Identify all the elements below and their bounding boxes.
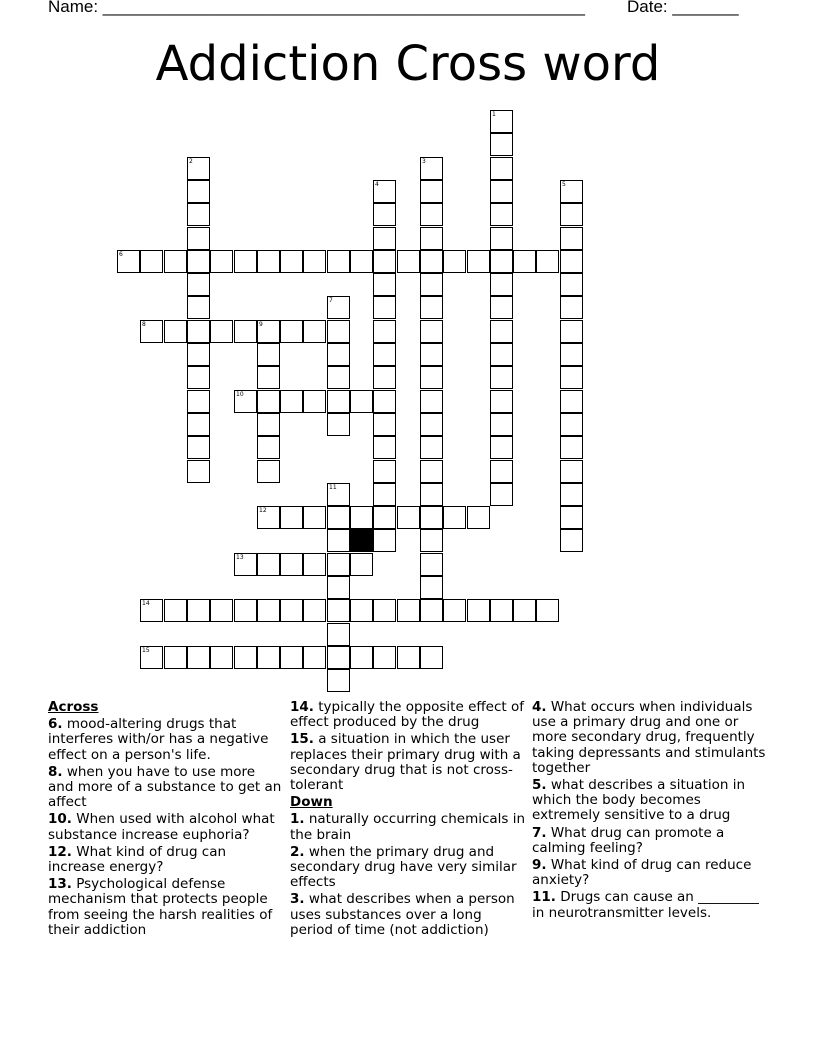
grid-cell[interactable]	[164, 320, 187, 343]
clue-number-label: 9.	[532, 857, 547, 874]
clue-item	[48, 877, 284, 938]
grid-cell[interactable]	[420, 553, 443, 576]
grid-cell[interactable]	[210, 320, 233, 343]
grid-cell[interactable]	[490, 110, 513, 133]
grid-cell[interactable]	[373, 366, 396, 389]
clue-item	[290, 845, 526, 891]
grid-cell[interactable]	[327, 529, 350, 552]
grid-cell[interactable]	[280, 599, 303, 622]
clue-column-2	[290, 700, 526, 940]
clue-heading-down: Down	[290, 794, 333, 811]
grid-cell[interactable]	[303, 320, 326, 343]
grid-cell[interactable]	[187, 413, 210, 436]
clue-heading-across: Across	[48, 699, 99, 715]
grid-cell[interactable]	[420, 529, 443, 552]
clue-column-3	[532, 700, 772, 923]
grid-cell[interactable]	[373, 483, 396, 506]
grid-cell[interactable]	[257, 599, 280, 622]
grid-cell[interactable]	[560, 366, 583, 389]
grid-cell[interactable]	[257, 343, 280, 366]
grid-cell[interactable]	[373, 599, 396, 622]
grid-cell[interactable]	[490, 180, 513, 203]
grid-cell[interactable]	[560, 203, 583, 226]
grid-cell[interactable]	[560, 529, 583, 552]
grid-cell[interactable]	[560, 436, 583, 459]
grid-cell[interactable]	[490, 273, 513, 296]
grid-cell[interactable]	[536, 250, 559, 273]
clue-number: 6	[119, 251, 123, 258]
grid-cell[interactable]	[373, 436, 396, 459]
grid-cell[interactable]	[373, 296, 396, 319]
grid-cell[interactable]	[280, 390, 303, 413]
grid-cell[interactable]	[560, 180, 583, 203]
clue-number-label: 6.	[48, 716, 63, 733]
grid-cell[interactable]	[420, 576, 443, 599]
grid-cell[interactable]	[327, 599, 350, 622]
date-label: Date: _______	[627, 0, 739, 16]
grid-cell[interactable]	[280, 250, 303, 273]
grid-cell[interactable]	[373, 390, 396, 413]
grid-cell[interactable]	[373, 203, 396, 226]
grid-cell[interactable]	[187, 273, 210, 296]
grid-cell[interactable]	[164, 599, 187, 622]
clue-text: when you have to use more and more of a substance to get an affect	[48, 763, 282, 811]
grid-cell[interactable]	[140, 250, 163, 273]
grid-cell[interactable]	[420, 250, 443, 273]
grid-cell[interactable]	[373, 460, 396, 483]
grid-cell[interactable]	[560, 320, 583, 343]
grid-cell[interactable]	[443, 506, 466, 529]
grid-cell[interactable]	[373, 343, 396, 366]
clue-text: mood-altering drugs that interferes with/or has a negative effect on a person's life.	[48, 716, 269, 763]
clue-item	[290, 812, 526, 842]
grid-cell[interactable]	[303, 646, 326, 669]
grid-cell[interactable]	[187, 203, 210, 226]
clue-number-label: 14.	[290, 699, 314, 715]
grid-cell[interactable]	[560, 483, 583, 506]
clue-number-label: 8.	[48, 763, 63, 780]
grid-cell[interactable]	[350, 553, 373, 576]
grid-cell[interactable]	[234, 646, 257, 669]
grid-cell[interactable]	[420, 390, 443, 413]
grid-cell[interactable]	[560, 227, 583, 250]
grid-cell[interactable]	[490, 227, 513, 250]
clue-number: 14	[142, 600, 150, 607]
clue-item	[532, 826, 772, 856]
grid-cell[interactable]	[257, 413, 280, 436]
clue-number: 2	[189, 158, 193, 165]
grid-cell[interactable]	[420, 157, 443, 180]
grid-cell[interactable]	[327, 296, 350, 319]
grid-cell[interactable]	[490, 460, 513, 483]
grid-cell[interactable]	[327, 646, 350, 669]
clue-number-label: 4.	[532, 699, 547, 715]
grid-cell[interactable]	[280, 320, 303, 343]
clue-text: What kind of drug can increase energy?	[48, 843, 227, 876]
clue-number: 7	[329, 297, 333, 304]
clue-text: Psychological defense mechanism that protects people from seeing the harsh realities of their addiction	[48, 876, 273, 938]
grid-cell[interactable]	[420, 436, 443, 459]
clue-column-1	[48, 700, 284, 940]
grid-cell[interactable]	[303, 599, 326, 622]
grid-cell[interactable]	[327, 413, 350, 436]
grid-cell[interactable]	[373, 180, 396, 203]
grid-cell[interactable]	[234, 250, 257, 273]
grid-cell[interactable]	[560, 390, 583, 413]
grid-cell[interactable]	[443, 250, 466, 273]
clue-number: 10	[236, 391, 244, 398]
grid-cell[interactable]	[327, 623, 350, 646]
grid-cell[interactable]	[187, 227, 210, 250]
grid-cell[interactable]	[327, 390, 350, 413]
grid-cell[interactable]	[187, 157, 210, 180]
clue-number: 5	[562, 181, 566, 188]
grid-cell[interactable]	[490, 203, 513, 226]
black-cell	[350, 529, 373, 552]
grid-cell[interactable]	[397, 250, 420, 273]
grid-cell[interactable]	[210, 646, 233, 669]
grid-cell[interactable]	[257, 553, 280, 576]
grid-cell[interactable]	[303, 250, 326, 273]
grid-cell[interactable]	[303, 506, 326, 529]
grid-cell[interactable]	[420, 646, 443, 669]
page-title: Addiction Cross word	[155, 36, 661, 92]
clue-text: When used with alcohol what substance increase euphoria?	[48, 811, 275, 843]
grid-cell[interactable]	[140, 599, 163, 622]
clue-number: 11	[329, 484, 337, 491]
grid-cell[interactable]	[280, 506, 303, 529]
clue-text: What kind of drug can reduce anxiety?	[532, 857, 752, 889]
grid-cell[interactable]	[373, 529, 396, 552]
grid-cell[interactable]	[490, 390, 513, 413]
grid-cell[interactable]	[280, 553, 303, 576]
clue-number-label: 3.	[290, 891, 305, 908]
grid-cell[interactable]	[490, 157, 513, 180]
grid-cell[interactable]	[490, 296, 513, 319]
clue-item	[290, 700, 526, 730]
grid-cell[interactable]	[373, 413, 396, 436]
grid-cell[interactable]	[420, 273, 443, 296]
clue-number: 12	[259, 507, 267, 514]
grid-cell[interactable]	[373, 250, 396, 273]
grid-cell[interactable]	[234, 599, 257, 622]
clue-number-label: 10.	[48, 811, 72, 828]
grid-cell[interactable]	[303, 390, 326, 413]
name-label: Name: ___________________________________________________	[48, 0, 585, 16]
grid-cell[interactable]	[350, 506, 373, 529]
grid-cell[interactable]	[397, 506, 420, 529]
grid-cell[interactable]	[420, 506, 443, 529]
clue-number-label: 15.	[290, 731, 314, 748]
grid-cell[interactable]	[560, 506, 583, 529]
grid-cell[interactable]	[187, 320, 210, 343]
clue-number: 15	[142, 647, 150, 654]
grid-cell[interactable]	[490, 250, 513, 273]
grid-cell[interactable]	[303, 553, 326, 576]
grid-cell[interactable]	[397, 646, 420, 669]
grid-cell[interactable]	[117, 250, 140, 273]
grid-cell[interactable]	[467, 250, 490, 273]
grid-cell[interactable]	[350, 250, 373, 273]
grid-cell[interactable]	[257, 366, 280, 389]
grid-cell[interactable]	[490, 343, 513, 366]
grid-cell[interactable]	[257, 436, 280, 459]
grid-cell[interactable]	[234, 553, 257, 576]
clue-item	[532, 890, 772, 920]
grid-cell[interactable]	[490, 599, 513, 622]
clue-item	[532, 700, 772, 776]
clue-text: a situation in which the user replaces their primary drug with a secondary drug that is not cross-tolerant	[290, 731, 521, 794]
grid-cell[interactable]	[490, 436, 513, 459]
grid-cell[interactable]	[420, 343, 443, 366]
grid-cell[interactable]	[490, 133, 513, 156]
grid-cell[interactable]	[560, 413, 583, 436]
clue-number: 1	[492, 111, 496, 118]
grid-cell[interactable]	[420, 366, 443, 389]
clue-item	[48, 845, 284, 875]
grid-cell[interactable]	[327, 506, 350, 529]
clue-number: 3	[422, 158, 426, 165]
grid-cell[interactable]	[257, 320, 280, 343]
grid-cell[interactable]	[513, 250, 536, 273]
grid-cell[interactable]	[560, 273, 583, 296]
clue-number-label: 2.	[290, 843, 305, 860]
clue-text: What drug can promote a calming feeling?	[532, 824, 725, 856]
clue-number-label: 11.	[532, 889, 556, 906]
grid-cell[interactable]	[187, 390, 210, 413]
grid-cell[interactable]	[397, 599, 420, 622]
grid-cell[interactable]	[187, 250, 210, 273]
grid-cell[interactable]	[490, 413, 513, 436]
grid-cell[interactable]	[210, 599, 233, 622]
clue-item	[290, 892, 526, 938]
grid-cell[interactable]	[164, 250, 187, 273]
grid-cell[interactable]	[420, 180, 443, 203]
grid-cell[interactable]	[560, 343, 583, 366]
grid-cell[interactable]	[187, 436, 210, 459]
clue-number-label: 12.	[48, 843, 72, 860]
grid-cell[interactable]	[187, 366, 210, 389]
clue-text: Drugs can cause an _________ in neurotransmitter levels.	[532, 889, 759, 921]
grid-cell[interactable]	[420, 460, 443, 483]
clue-number: 4	[375, 181, 379, 188]
grid-cell[interactable]	[443, 599, 466, 622]
grid-cell[interactable]	[327, 343, 350, 366]
grid-cell[interactable]	[373, 506, 396, 529]
clue-item	[48, 717, 284, 763]
clue-text: What occurs when individuals use a primary drug and one or more secondary drug, frequently taking depressants and stimulants together	[532, 699, 766, 776]
grid-cell[interactable]	[187, 646, 210, 669]
grid-cell[interactable]	[420, 483, 443, 506]
clue-text: when the primary drug and secondary drug have very similar effects	[290, 843, 517, 891]
grid-cell[interactable]	[350, 599, 373, 622]
clue-item	[48, 812, 284, 842]
clue-item	[48, 765, 284, 811]
clue-number: 13	[236, 554, 244, 561]
grid-cell[interactable]	[187, 296, 210, 319]
clue-text: what describes a situation in which the body becomes extremely sensitive to a drug	[532, 777, 746, 824]
clue-text: naturally occurring chemicals in the brain	[290, 811, 526, 843]
grid-cell[interactable]	[187, 599, 210, 622]
grid-cell[interactable]	[257, 506, 280, 529]
grid-cell[interactable]	[420, 203, 443, 226]
grid-cell[interactable]	[373, 320, 396, 343]
grid-cell[interactable]	[210, 250, 233, 273]
grid-cell[interactable]	[420, 413, 443, 436]
grid-cell[interactable]	[257, 390, 280, 413]
grid-cell[interactable]	[140, 320, 163, 343]
grid-cell[interactable]	[327, 483, 350, 506]
grid-cell[interactable]	[327, 553, 350, 576]
grid-cell[interactable]	[373, 227, 396, 250]
grid-cell[interactable]	[420, 227, 443, 250]
grid-cell[interactable]	[327, 250, 350, 273]
grid-cell[interactable]	[420, 599, 443, 622]
grid-cell[interactable]	[420, 296, 443, 319]
clue-item	[290, 732, 526, 793]
clue-number-label: 5.	[532, 777, 547, 794]
grid-cell[interactable]	[280, 646, 303, 669]
grid-cell[interactable]	[187, 460, 210, 483]
grid-cell[interactable]	[560, 296, 583, 319]
clue-text: typically the opposite effect of effect produced by the drug	[290, 699, 525, 731]
grid-cell[interactable]	[373, 646, 396, 669]
clue-item	[532, 778, 772, 824]
grid-cell[interactable]	[560, 460, 583, 483]
clue-number: 8	[142, 321, 146, 328]
grid-cell[interactable]	[140, 646, 163, 669]
grid-cell[interactable]	[490, 483, 513, 506]
grid-cell[interactable]	[327, 669, 350, 692]
grid-cell[interactable]	[187, 343, 210, 366]
grid-cell[interactable]	[164, 646, 187, 669]
grid-cell[interactable]	[490, 366, 513, 389]
grid-cell[interactable]	[187, 180, 210, 203]
grid-cell[interactable]	[513, 599, 536, 622]
grid-cell[interactable]	[490, 320, 513, 343]
grid-cell[interactable]	[234, 390, 257, 413]
clue-text: what describes when a person uses substances over a long period of time (not addiction)	[290, 891, 515, 938]
grid-cell[interactable]	[257, 250, 280, 273]
grid-cell[interactable]	[327, 576, 350, 599]
grid-cell[interactable]	[560, 250, 583, 273]
clue-item	[532, 858, 772, 888]
clue-number-label: 13.	[48, 876, 72, 893]
grid-cell[interactable]	[467, 599, 490, 622]
grid-cell[interactable]	[327, 320, 350, 343]
grid-cell[interactable]	[536, 599, 559, 622]
grid-cell[interactable]	[350, 390, 373, 413]
grid-cell[interactable]	[373, 273, 396, 296]
grid-cell[interactable]	[257, 460, 280, 483]
clue-number: 9	[259, 321, 263, 328]
grid-cell[interactable]	[327, 366, 350, 389]
grid-cell[interactable]	[467, 506, 490, 529]
grid-cell[interactable]	[420, 320, 443, 343]
grid-cell[interactable]	[257, 646, 280, 669]
grid-cell[interactable]	[350, 646, 373, 669]
clue-number-label: 1.	[290, 811, 305, 828]
grid-cell[interactable]	[234, 320, 257, 343]
clue-number-label: 7.	[532, 824, 547, 841]
